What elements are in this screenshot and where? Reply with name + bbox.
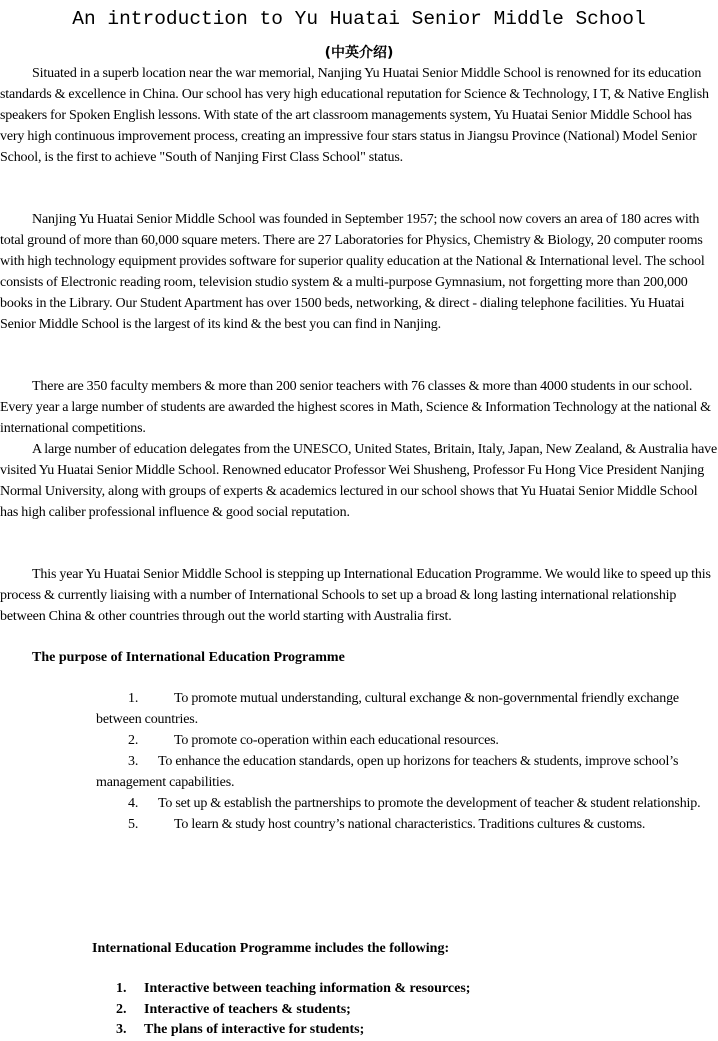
item-number: 2.: [116, 1001, 127, 1017]
document-subtitle: (中英介绍): [324, 45, 394, 61]
item-text: To promote co-operation within each educational resources.: [174, 733, 499, 748]
paragraph-founding: [0, 209, 718, 335]
item-number: 4.: [128, 796, 139, 811]
item-text: To promote mutual understanding, cultural exchange & non-governmental friendly exchange between countries.: [96, 691, 679, 727]
purpose-heading: The purpose of International Education Programme: [32, 650, 345, 665]
item-text: The plans of interactive for students;: [144, 1022, 365, 1037]
purpose-item: [96, 688, 718, 730]
includes-item: [116, 1020, 470, 1041]
purpose-item: [96, 793, 718, 814]
item-text: To enhance the education standards, open up horizons for teachers & students, improve school’s management capabilities.: [96, 754, 679, 790]
paragraph-text: Nanjing Yu Huatai Senior Middle School was founded in September 1957; the school now covers an area of 180 acres with total ground of more than 60,000 square meters. There are 27 Laboratories for Physics, Chemistry & Biology, 20 computer rooms with high technology equipment provides software for superior quality education at the National & International level. The school consists of Electronic reading room, television studio system & a multi-purpose Gymnasium, not forgetting more than 200,000 books in the Library. Our Student Apartment has over 1500 beds, networking, & direct - dialing telephone facilities. Yu Huatai Senior Middle School is the largest of its kind & the best you can find in Nanjing.: [0, 212, 705, 332]
purpose-item: [96, 751, 718, 793]
purpose-item: [96, 814, 718, 835]
item-number: 1.: [128, 691, 139, 706]
item-text: Interactive between teaching information & resources;: [144, 981, 471, 996]
item-number: 3.: [116, 1022, 127, 1037]
paragraph-programme: [0, 564, 718, 627]
item-number: 2.: [128, 733, 139, 748]
item-text: To set up & establish the partnerships to promote the development of teacher & student relationship.: [158, 796, 701, 811]
item-number: 5.: [128, 817, 139, 832]
paragraph-faculty: [0, 376, 718, 523]
paragraph-text: This year Yu Huatai Senior Middle School is stepping up International Education Programme. We would like to speed up this process & currently liaising with a number of International Schools to set up a broad & long lasting international relationship between China & other countries through out the world starting with Australia first.: [0, 567, 711, 624]
item-number: 3.: [128, 754, 139, 769]
paragraph-text: A large number of education delegates from the UNESCO, United States, Britain, Italy, Japan, New Zealand, & Australia have visited Yu Huatai Senior Middle School. Renowned educator Professor Wei Shusheng, Professor Fu Hong Vice President Nanjing Normal University, along with groups of experts & academics lectured in our school shows that Yu Huatai Senior Middle School has high caliber professional influence & good social reputation.: [0, 442, 718, 520]
paragraph-text: There are 350 faculty members & more than 200 senior teachers with 76 classes & more than 4000 students in our school. Every year a large number of students are awarded the highest scores in Math, Science & Information Technology at the national & international competitions.: [0, 379, 711, 436]
item-number: 1.: [116, 981, 127, 996]
item-text: Interactive of teachers & students;: [144, 1001, 351, 1017]
purpose-list: [96, 688, 718, 835]
includes-heading: International Education Programme includes the following:: [92, 941, 450, 956]
paragraph-location: [0, 63, 718, 168]
includes-item: [116, 1000, 470, 1021]
includes-list: [116, 979, 470, 1041]
paragraph-text: Situated in a superb location near the war memorial, Nanjing Yu Huatai Senior Middle School is renowned for its education standards & excellence in China. Our school has very high educational reputation for Science & Technology, I T, & Native English speakers for Spoken English lessons. With state of the art classroom managements system, Yu Huatai Senior Middle School has very high continuous improvement process, creating an impressive four stars status in Jiangsu Province (National) Model Senior School, is the first to achieve "South of Nanjing First Class School" status.: [0, 66, 709, 165]
purpose-item: [96, 730, 718, 751]
item-text: To learn & study host country’s national characteristics. Traditions cultures & customs.: [174, 817, 646, 832]
document-title: An introduction to Yu Huatai Senior Middle School: [72, 8, 646, 30]
includes-item: [116, 979, 470, 1000]
